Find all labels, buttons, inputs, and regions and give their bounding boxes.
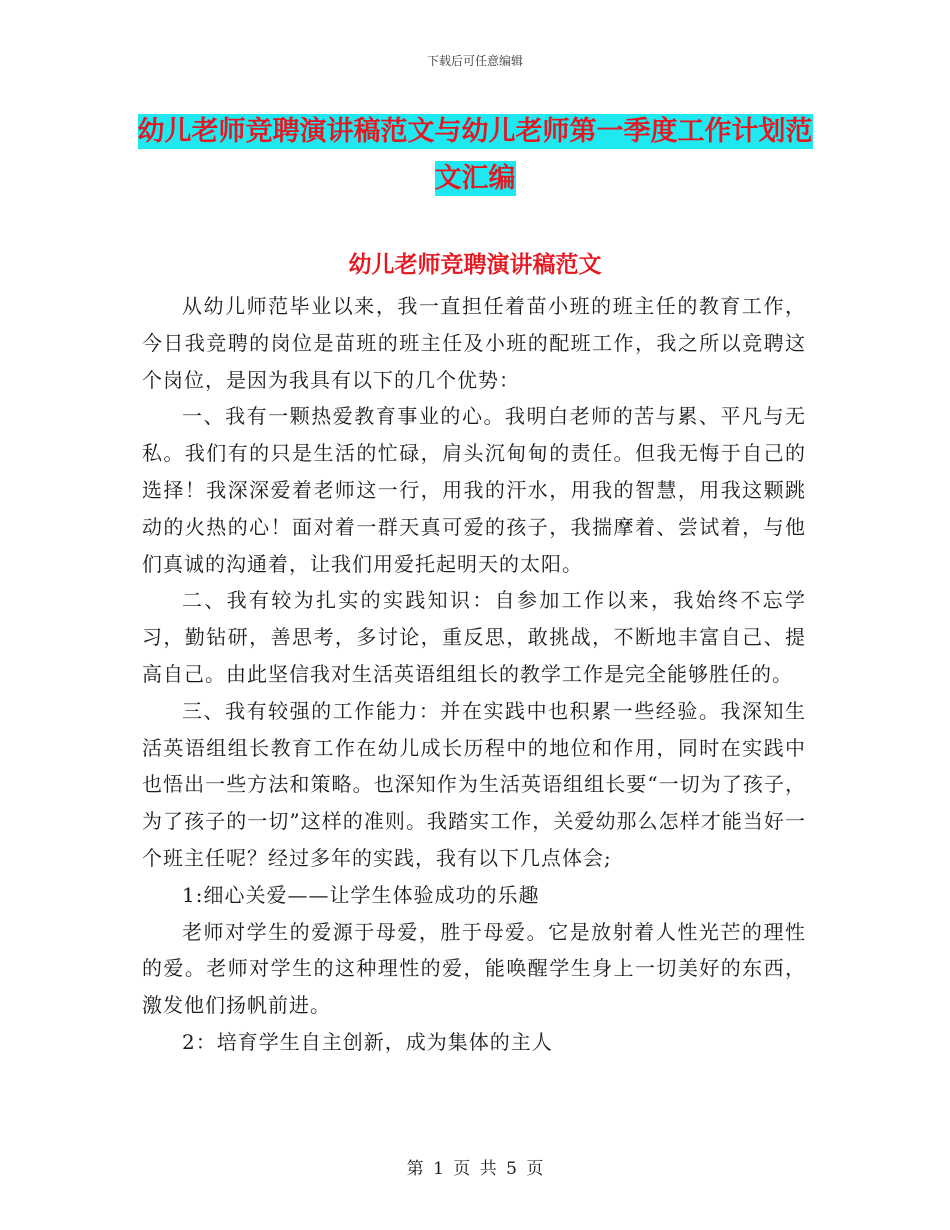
page-footer: 第 1 页 共 5 页 (406, 1159, 544, 1179)
subheading-2: 2：培育学生自主创新，成为集体的主人 (182, 1029, 553, 1054)
paragraph-subpoint-1: 老师对学生的爱源于母爱，胜于母爱。它是放射着人性光芒的理性的爱。老师对学生的这种理性的爱，能唤醒学生身上一切美好的东西，激发他们扬帆前进。 (142, 919, 806, 1018)
document-title-text: 幼儿老师竞聘演讲稿范文与幼儿老师第一季度工作计划范文汇编 (137, 116, 813, 194)
paragraph-intro: 从幼儿师范毕业以来，我一直担任着苗小班的班主任的教育工作，今日我竞聘的岗位是苗班的班主任及小班的配班工作，我之所以竞聘这个岗位，是因为我具有以下的几个优势： (142, 294, 806, 392)
header-note: 下载后可任意编辑 (426, 54, 523, 68)
paragraph-point-1: 一、我有一颗热爱教育事业的心。我明白老师的苦与累、平凡与无私。我们有的只是生活的忙碌，肩头沉甸甸的责任。但我无悔于自己的选择！我深深爱着老师这一行，用我的汗水，用我的智慧，用我这颗跳动的火热的心！面对着一群天真可爱的孩子，我揣摩着、尝试着，与他们真诚的沟通着，让我们用爱托起明天的太阳。 (142, 404, 806, 576)
paragraph-point-2: 二、我有较为扎实的实践知识：自参加工作以来，我始终不忘学习，勤钻研，善思考，多讨论，重反思，敢挑战，不断地丰富自己、提高自己。由此坚信我对生活英语组组长的教学工作是完全能够胜任的。 (142, 588, 806, 686)
subheading-1: 1:细心关爱——让学生体验成功的乐趣 (182, 882, 540, 907)
document-body (142, 288, 806, 1061)
paragraph-point-3: 三、我有较强的工作能力：并在实践中也积累一些经验。我深知生活英语组组长教育工作在幼儿成长历程中的地位和作用，同时在实践中也悟出一些方法和策略。也深知作为生活英语组组长要“一切为了孩子，为了孩子的一切”这样的准则。我踏实工作，关爱幼那么怎样才能当好一个班主任呢？经过多年的实践，我有以下几点体会; (142, 698, 806, 870)
document-title (130, 108, 820, 202)
section-title: 幼儿老师竞聘演讲稿范文 (348, 252, 602, 278)
